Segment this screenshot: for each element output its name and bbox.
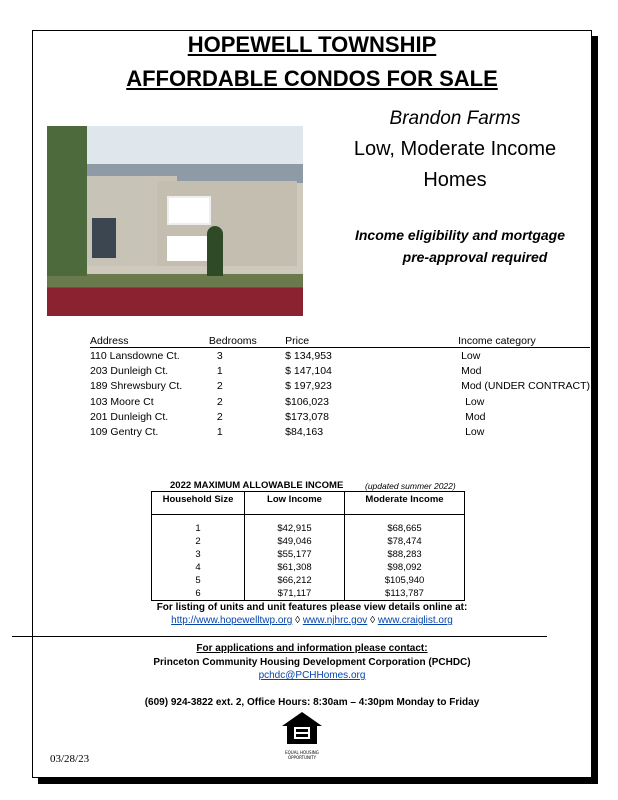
household-size-cell: 6 bbox=[152, 587, 245, 601]
household-size-cell: 2 bbox=[195, 536, 201, 547]
price-cell: $173,078 bbox=[285, 410, 329, 423]
low-income-cell: $49,046 bbox=[245, 535, 345, 548]
income-row bbox=[152, 548, 465, 561]
subtitle-line-1: Brandon Farms bbox=[389, 108, 521, 129]
listing-row bbox=[90, 379, 590, 394]
col-low-income: Low Income bbox=[245, 492, 345, 515]
income-category-cell: Mod bbox=[461, 364, 482, 377]
household-size-cell: 5 bbox=[195, 575, 201, 586]
col-income-category: Income category bbox=[373, 335, 590, 348]
subtitle-line-3: Homes bbox=[423, 169, 487, 191]
contact-phone: (609) 924-3822 ext. 2, Office Hours: 8:30am – 4:30pm Monday to Friday bbox=[144, 697, 480, 708]
income-table-title: 2022 MAXIMUM ALLOWABLE INCOME bbox=[170, 480, 344, 491]
price-cell: $106,023 bbox=[285, 395, 329, 408]
price-cell: $84,163 bbox=[285, 426, 324, 439]
links-line bbox=[32, 615, 592, 626]
low-income-cell: $71,117 bbox=[245, 587, 345, 601]
low-income-cell: $66,212 bbox=[245, 574, 345, 587]
separator: ◊ bbox=[370, 615, 376, 626]
col-address: Address bbox=[90, 335, 209, 348]
income-category-cell: Low bbox=[465, 395, 485, 408]
price-cell: $ 134,953 bbox=[285, 349, 332, 362]
income-category-cell: Mod (UNDER CONTRACT) bbox=[461, 380, 590, 393]
income-category-cell: Low bbox=[461, 349, 481, 362]
listing-row bbox=[90, 363, 590, 378]
income-row bbox=[152, 535, 465, 548]
bedrooms-cell: 1 bbox=[216, 364, 223, 377]
address-cell: 189 Shrewsbury Ct. bbox=[90, 380, 183, 393]
link-njhrc[interactable]: www.njhrc.gov bbox=[302, 615, 368, 626]
address-cell: 201 Dunleigh Ct. bbox=[90, 410, 169, 423]
address-cell: 103 Moore Ct bbox=[90, 395, 154, 408]
income-row bbox=[152, 574, 465, 587]
subtitle-line-2: Low, Moderate Income bbox=[353, 138, 557, 160]
contact-heading: For applications and information please contact: bbox=[196, 643, 428, 654]
address-cell: 109 Gentry Ct. bbox=[90, 426, 159, 439]
price-cell: $ 197,923 bbox=[285, 380, 332, 393]
moderate-income-cell: $105,940 bbox=[345, 574, 465, 587]
listing-row bbox=[90, 409, 590, 424]
address-cell: 203 Dunleigh Ct. bbox=[90, 364, 169, 377]
date: 03/28/23 bbox=[50, 753, 90, 765]
note-line-1: Income eligibility and mortgage bbox=[354, 227, 566, 243]
moderate-income-cell: $78,474 bbox=[345, 535, 465, 548]
moderate-income-cell: $113,787 bbox=[345, 587, 465, 601]
income-row bbox=[152, 587, 465, 601]
moderate-income-cell: $98,092 bbox=[345, 561, 465, 574]
low-income-cell: $42,915 bbox=[245, 522, 345, 535]
bedrooms-cell: 2 bbox=[216, 410, 223, 423]
link-craiglist[interactable]: www.craiglist.org bbox=[377, 615, 453, 626]
equal-housing-logo: EQUAL HOUSING OPPORTUNITY bbox=[280, 710, 324, 758]
bedrooms-cell: 1 bbox=[216, 426, 223, 439]
low-income-cell: $61,308 bbox=[245, 561, 345, 574]
household-size-cell: 3 bbox=[195, 549, 201, 560]
income-category-cell: Mod bbox=[465, 410, 486, 423]
condo-photo bbox=[47, 126, 303, 316]
col-bedrooms: Bedrooms bbox=[209, 335, 285, 348]
moderate-income-cell: $88,283 bbox=[345, 548, 465, 561]
bedrooms-cell: 2 bbox=[216, 380, 223, 393]
moderate-income-cell: $68,665 bbox=[345, 522, 465, 535]
listing-row bbox=[90, 394, 590, 409]
contact-org: Princeton Community Housing Development Corporation (PCHDC) bbox=[153, 657, 471, 668]
title-line-2: AFFORDABLE CONDOS FOR SALE bbox=[126, 66, 498, 91]
contact-email[interactable]: pchdc@PCHHomes.org bbox=[258, 670, 366, 681]
household-size-cell: 4 bbox=[195, 562, 201, 573]
listing-row bbox=[90, 348, 590, 364]
listing-note: For listing of units and unit features please view details online at: bbox=[156, 602, 468, 613]
income-row bbox=[152, 522, 465, 535]
title-line-1: HOPEWELL TOWNSHIP bbox=[187, 32, 437, 57]
col-price: Price bbox=[285, 335, 373, 348]
col-household-size: Household Size bbox=[152, 492, 245, 515]
note-line-2: pre-approval required bbox=[402, 249, 548, 265]
household-size-cell: 1 bbox=[195, 523, 201, 534]
listing-row bbox=[90, 424, 590, 439]
divider bbox=[12, 636, 547, 637]
link-hopewelltwp[interactable]: http://www.hopewelltwp.org bbox=[171, 615, 293, 626]
income-category-cell: Low bbox=[465, 426, 485, 439]
income-table bbox=[151, 491, 465, 601]
bedrooms-cell: 3 bbox=[216, 349, 223, 362]
income-row bbox=[152, 561, 465, 574]
listings-table bbox=[90, 335, 590, 440]
low-income-cell: $55,177 bbox=[245, 548, 345, 561]
col-moderate-income: Moderate Income bbox=[345, 492, 465, 515]
address-cell: 110 Lansdowne Ct. bbox=[90, 349, 180, 362]
price-cell: $ 147,104 bbox=[285, 364, 332, 377]
income-updated: (updated summer 2022) bbox=[365, 481, 456, 491]
bedrooms-cell: 2 bbox=[216, 395, 223, 408]
separator: ◊ bbox=[295, 615, 301, 626]
